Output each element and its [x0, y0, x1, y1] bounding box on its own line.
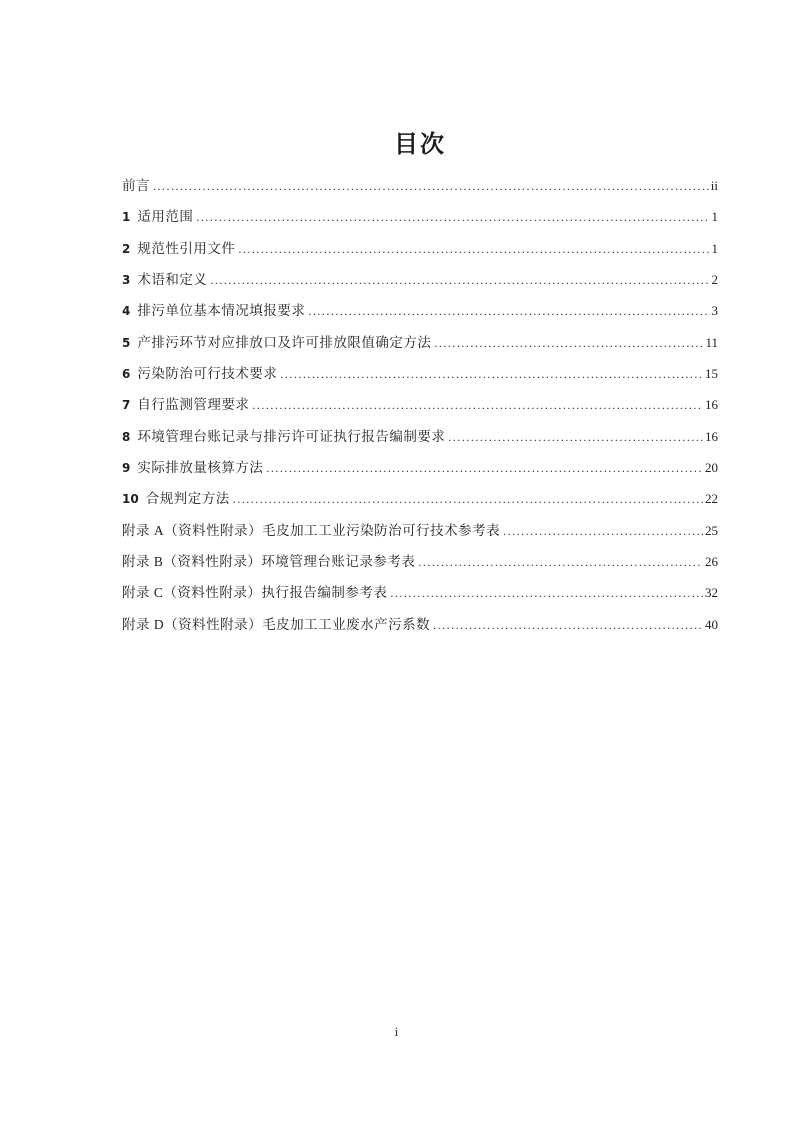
leader-dots: [503, 523, 703, 539]
toc-entry-number: 8: [122, 429, 131, 444]
leader-dots: [308, 303, 709, 319]
toc-entry-appendix-d[interactable]: [122, 613, 718, 644]
toc-entry-label: 产排污环节对应排放口及许可排放限值确定方法: [137, 334, 432, 350]
leader-dots: [252, 397, 703, 413]
leader-dots: [196, 209, 709, 225]
toc-entry-number: 4: [122, 304, 131, 319]
toc-entry-label: 排污单位基本情况填报要求: [137, 303, 306, 319]
toc-entry-appendix-b[interactable]: [122, 550, 718, 581]
toc-entry-6[interactable]: [122, 362, 718, 393]
leader-dots: [233, 491, 703, 507]
toc-entry-2[interactable]: [122, 237, 718, 268]
toc-entry-3[interactable]: [122, 268, 718, 299]
toc-entry-label: 附录 B（资料性附录）环境管理台账记录参考表: [122, 554, 416, 570]
toc-entry-label: 术语和定义: [137, 272, 208, 288]
page-footer: [0, 1024, 793, 1040]
toc-entry-page: 40: [705, 616, 718, 632]
toc-entry-number: 7: [122, 398, 131, 413]
leader-dots: [434, 335, 703, 351]
toc-entry-page: 2: [711, 272, 718, 288]
toc-entry-number: 5: [122, 335, 131, 350]
toc-entry-page: 3: [711, 303, 718, 319]
toc-entry-number: 10: [122, 492, 139, 507]
toc-entry-4[interactable]: [122, 299, 718, 330]
toc-entry-page: 16: [705, 397, 718, 413]
toc-entry-page: 1: [711, 240, 718, 256]
toc-entry-8[interactable]: [122, 425, 718, 456]
toc-entry-label: 前言: [122, 178, 150, 193]
toc-entry-number: 6: [122, 367, 131, 382]
leader-dots: [238, 241, 709, 257]
toc-entry-number: 9: [122, 461, 131, 476]
toc-entry-page: 15: [705, 366, 718, 382]
toc-entry-page: 22: [705, 491, 718, 507]
leader-dots: [153, 178, 709, 194]
toc-entry-5[interactable]: [122, 331, 718, 362]
toc-entry-7[interactable]: [122, 393, 718, 424]
leader-dots: [280, 366, 703, 382]
toc-entry-page: 26: [705, 554, 718, 570]
toc-entry-label: 附录 A（资料性附录）毛皮加工工业污染防治可行技术参考表: [122, 522, 501, 538]
toc-entry-label: 污染防治可行技术要求: [137, 366, 278, 382]
toc-entry-appendix-a[interactable]: [122, 519, 718, 550]
toc-entry-1[interactable]: [122, 205, 718, 236]
toc-entry-page: 25: [705, 522, 718, 538]
toc-entry-page: 16: [705, 428, 718, 444]
toc-entry-page: 20: [705, 460, 718, 476]
footer-page-number: i: [394, 1024, 399, 1039]
toc-entry-number: 2: [122, 241, 131, 256]
table-of-contents: [0, 174, 793, 644]
toc-entry-label: 规范性引用文件: [137, 240, 236, 256]
toc-entry-label: 附录 D（资料性附录）毛皮加工工业废水产污系数: [122, 616, 431, 632]
leader-dots: [433, 617, 703, 633]
toc-entry-label: 附录 C（资料性附录）执行报告编制参考表: [122, 585, 388, 601]
toc-entry-foreword[interactable]: [122, 174, 718, 205]
leader-dots: [210, 272, 709, 288]
toc-entry-page: 11: [705, 334, 718, 350]
toc-entry-label: 适用范围: [137, 209, 194, 225]
leader-dots: [390, 585, 703, 601]
toc-entry-appendix-c[interactable]: [122, 581, 718, 612]
toc-entry-number: 3: [122, 273, 131, 288]
leader-dots: [418, 554, 703, 570]
toc-entry-page: 1: [711, 209, 718, 225]
toc-entry-page: ii: [710, 178, 718, 193]
toc-entry-label: 环境管理台账记录与排污许可证执行报告编制要求: [137, 428, 446, 444]
toc-entry-number: 1: [122, 210, 131, 225]
toc-title: 目次: [394, 130, 446, 158]
toc-entry-9[interactable]: [122, 456, 718, 487]
toc-entry-label: 实际排放量核算方法: [137, 460, 264, 476]
toc-entry-page: 32: [705, 585, 718, 601]
leader-dots: [266, 460, 703, 476]
toc-entry-10[interactable]: [122, 487, 718, 518]
toc-entry-label: 自行监测管理要求: [137, 397, 250, 413]
toc-entry-label: 合规判定方法: [145, 491, 230, 507]
leader-dots: [448, 429, 703, 445]
